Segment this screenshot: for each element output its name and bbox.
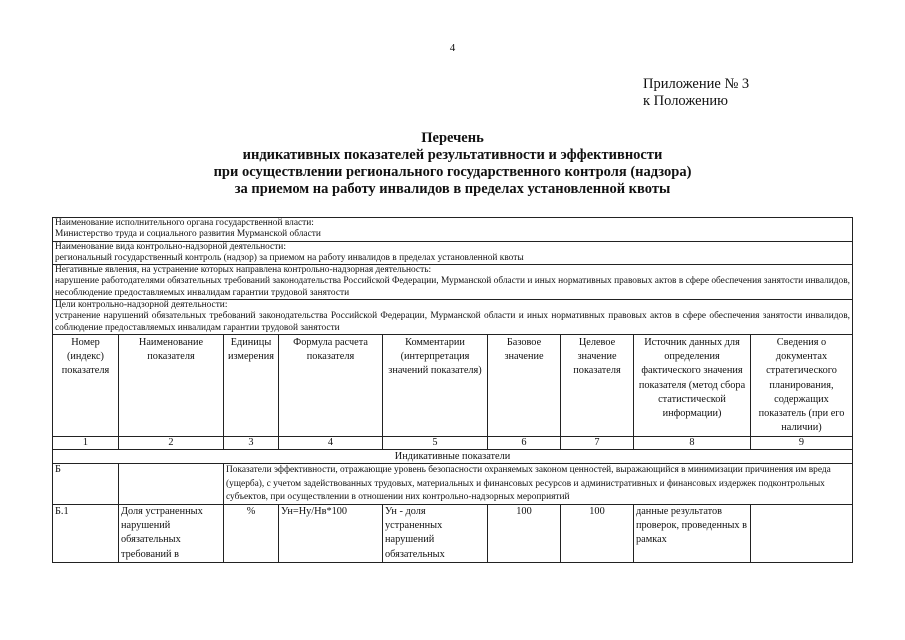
goals-row [53, 300, 853, 335]
indicator-index: Б.1 [53, 505, 119, 563]
column-header: Целевое значение показателя [561, 334, 634, 436]
column-number: 7 [561, 437, 634, 450]
goals-value: устранение нарушений обязательных требований законодательства Российской Федерации, Мурманской области и иных нормативных правовых актов в сфере обеспечения занятости инвалидов, соблюдение предоставляемых инвалидам гарантии трудовой занятости [55, 311, 851, 333]
column-number-row [53, 437, 853, 450]
column-header: Наименование показателя [119, 334, 224, 436]
column-header: Формула расчета показателя [279, 334, 383, 436]
section-title: Индикативные показатели [53, 450, 853, 464]
group-description: Показатели эффективности, отражающие уровень безопасности охраняемых законом ценностей, выражающийся в минимизации причинения им вреда (ущерба), с учетом задействованных трудовых, материальных и финансовых ресурсов и административных и финансовых издержек подконтрольных субъектов, при осуществлении в отношении них контрольно-надзорных мероприятий [224, 464, 853, 505]
page-number: 4 [449, 42, 456, 54]
document-title [0, 130, 905, 198]
goals-cell [53, 300, 853, 335]
appendix-regulation: к Положению [643, 93, 728, 109]
indicator-comment: Ун - доля устраненных нарушений обязательных [383, 505, 488, 563]
column-header: Источник данных для определения фактического значения показателя (метод сбора статистической информации) [634, 334, 751, 436]
indicator-base-value: 100 [488, 505, 561, 563]
activity-value: региональный государственный контроль (надзор) за приемом на работу инвалидов в пределах установленной квоты [55, 252, 524, 263]
group-empty-cell [119, 464, 224, 505]
indicators-table [52, 217, 853, 563]
group-code: Б [53, 464, 119, 505]
indicator-target-value: 100 [561, 505, 634, 563]
column-number: 4 [279, 437, 383, 450]
column-number: 9 [751, 437, 853, 450]
negative-phenomena-cell [53, 265, 853, 300]
goals-label: Цели контрольно-надзорной деятельности: [55, 300, 228, 311]
title-line-4: за приемом на работу инвалидов в пределах установленной квоты [234, 181, 671, 197]
indicator-documents [751, 505, 853, 563]
title-line-3: при осуществлении регионального государственного контроля (надзора) [213, 164, 692, 180]
activity-cell [53, 241, 853, 265]
indicator-unit: % [224, 505, 279, 563]
indicator-formula: Ун=Ну/Нв*100 [279, 505, 383, 563]
activity-label: Наименование вида контрольно-надзорной деятельности: [55, 241, 286, 252]
appendix-number: Приложение № 3 [643, 76, 750, 92]
authority-value: Министерство труда и социального развития Мурманской области [55, 229, 321, 240]
group-row [53, 464, 853, 505]
authority-cell [53, 218, 853, 242]
column-header-row [53, 334, 853, 436]
table-row [53, 505, 853, 563]
authority-label: Наименование исполнительного органа государственной власти: [55, 218, 314, 228]
section-row [53, 450, 853, 464]
activity-row [53, 241, 853, 265]
column-header: Единицы измерения [224, 334, 279, 436]
column-number: 1 [53, 437, 119, 450]
title-line-1: Перечень [421, 130, 484, 146]
indicator-name: Доля устраненных нарушений обязательных требований в [119, 505, 224, 563]
column-number: 8 [634, 437, 751, 450]
column-number: 6 [488, 437, 561, 450]
column-header: Сведения о документах стратегического планирования, содержащих показатель (при его наличии) [751, 334, 853, 436]
column-number: 3 [224, 437, 279, 450]
negative-phenomena-row [53, 265, 853, 300]
column-number: 5 [383, 437, 488, 450]
column-number: 2 [119, 437, 224, 450]
indicator-data-source: данные результатов проверок, проведенных в рамках [634, 505, 751, 563]
column-header: Номер (индекс) показателя [53, 334, 119, 436]
column-header: Комментарии (интерпретация значений показателя) [383, 334, 488, 436]
column-header: Базовое значение [488, 334, 561, 436]
title-line-2: индикативных показателей результативности и эффективности [242, 147, 663, 163]
negative-phenomena-value: нарушение работодателями обязательных требований законодательства Российской Федерации, Мурманской области и иных нормативных правовых актов в сфере обеспечения занятости инвалидов, несоблюдение предоставляемых инвалидам гарантии трудовой занятости [55, 276, 851, 298]
authority-row [53, 218, 853, 242]
negative-phenomena-label: Негативные явления, на устранение которых направлена контрольно-надзорная деятельность: [55, 265, 432, 276]
appendix-reference [643, 76, 749, 110]
